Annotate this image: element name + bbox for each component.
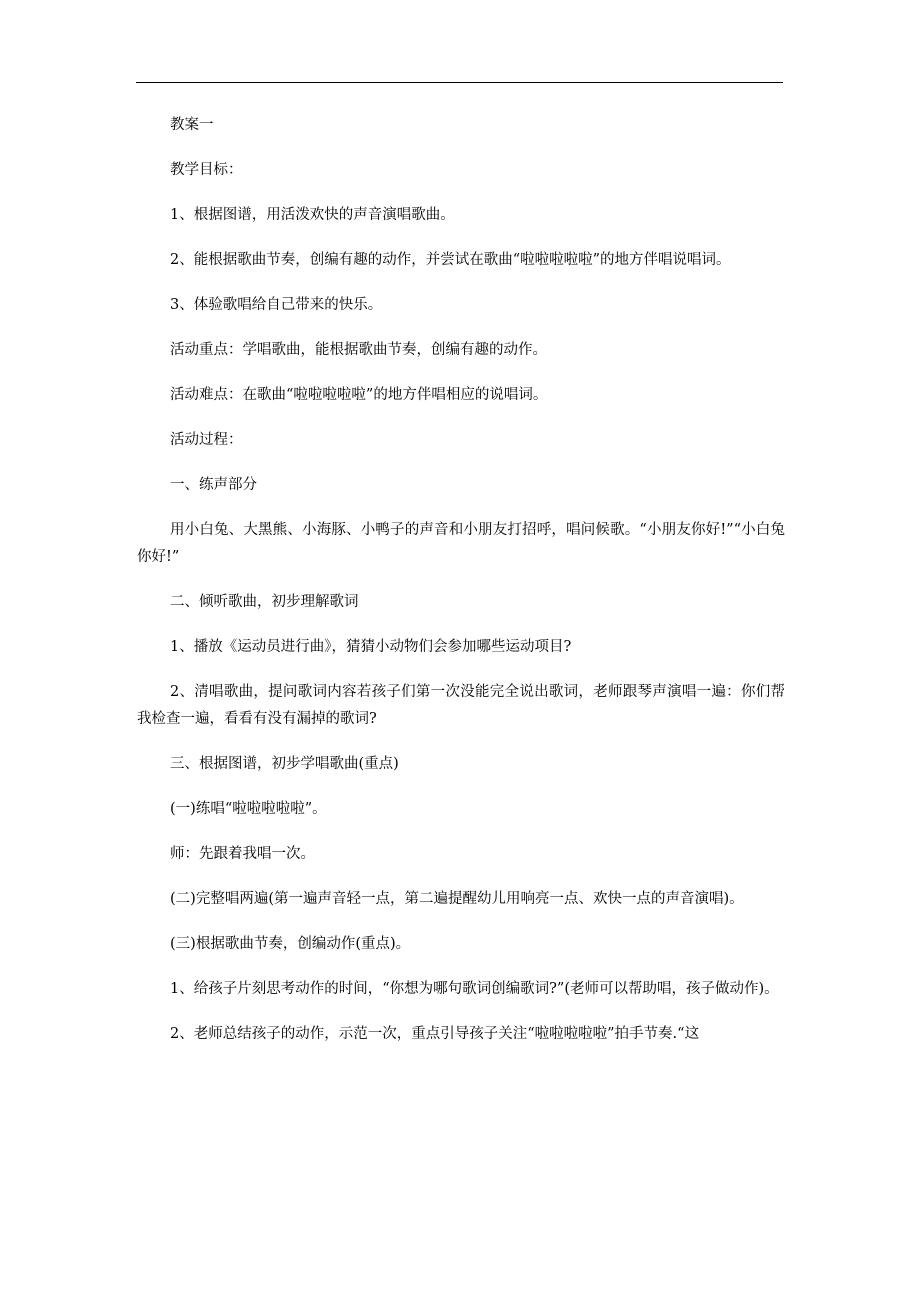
paragraph: 师：先跟着我唱一次。 — [170, 846, 315, 862]
paragraph: 1、给孩子片刻思考动作的时间，“你想为哪句歌词创编歌词?”(老师可以帮助唱，孩子做动作)。 — [170, 981, 779, 997]
document-body — [137, 112, 785, 1066]
paragraph: 用小白兔、大黑熊、小海豚、小鸭子的声音和小朋友打招呼，唱问候歌。“小朋友你好!”“小白兔你好!” — [137, 522, 785, 565]
section-heading: 三、根据图谱，初步学唱歌曲(重点) — [170, 756, 399, 772]
section-heading: 二、倾听歌曲，初步理解歌词 — [170, 594, 359, 610]
paragraph: 2、老师总结孩子的动作，示范一次，重点引导孩子关注“啦啦啦啦啦”拍手节奏.“这 — [170, 1026, 700, 1042]
paragraph: (二)完整唱两遍(第一遍声音轻一点，第二遍提醒幼儿用响亮一点、欢快一点的声音演唱)。 — [170, 891, 744, 907]
section-heading: 活动过程： — [170, 432, 243, 448]
paragraph: (一)练唱“啦啦啦啦啦”。 — [170, 801, 327, 817]
paragraph: (三)根据歌曲节奏，创编动作(重点)。 — [170, 936, 411, 952]
lesson-title: 教案一 — [170, 117, 214, 133]
paragraph: 活动难点：在歌曲“啦啦啦啦啦”的地方伴唱相应的说唱词。 — [170, 387, 548, 403]
section-heading: 教学目标： — [170, 162, 243, 178]
paragraph: 1、根据图谱，用活泼欢快的声音演唱歌曲。 — [170, 207, 455, 223]
paragraph: 1、播放《运动员进行曲》，猜猜小动物们会参加哪些运动项目? — [170, 639, 572, 655]
paragraph: 2、能根据歌曲节奏，创编有趣的动作，并尝试在歌曲“啦啦啦啦啦”的地方伴唱说唱词。 — [170, 252, 731, 268]
header-rule — [136, 82, 783, 83]
section-heading: 一、练声部分 — [170, 477, 257, 493]
paragraph: 3、体验歌唱给自己带来的快乐。 — [170, 297, 383, 313]
paragraph: 活动重点：学唱歌曲，能根据歌曲节奏，创编有趣的动作。 — [170, 342, 547, 358]
paragraph: 2、清唱歌曲，提问歌词内容若孩子们第一次没能完全说出歌词，老师跟琴声演唱一遍：你们帮我检查一遍，看看有没有漏掉的歌词? — [137, 684, 785, 727]
